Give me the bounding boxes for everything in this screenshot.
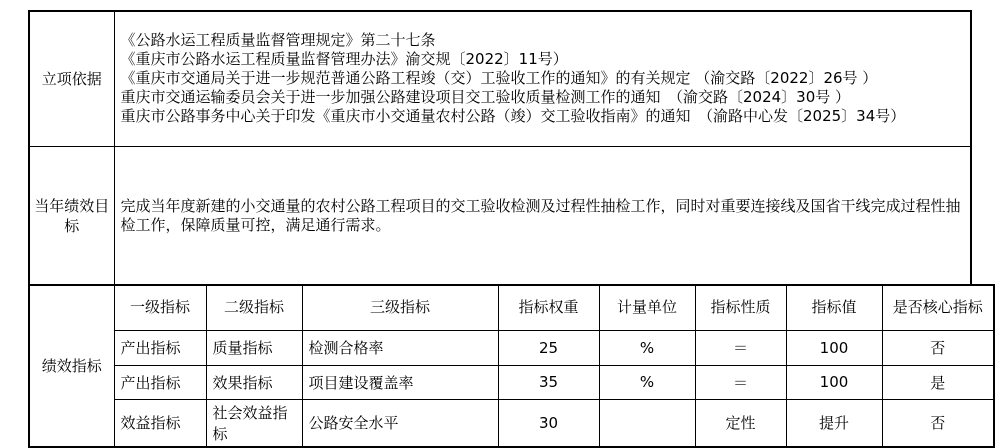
indicator-cell: ＝ [695, 365, 786, 399]
indicator-cell: 25 [498, 330, 599, 365]
row-label-annual-performance-goal: 当年绩效目标 [29, 146, 114, 286]
indicator-cell: 30 [498, 399, 599, 447]
indicator-cell: 提升 [786, 399, 882, 447]
row-label-project-basis: 立项依据 [29, 11, 114, 146]
indicator-cell: % [599, 365, 695, 399]
basis-line: 《重庆市交通局关于进一步规范普通公路工程竣（交）工验收工作的通知》的有关规定 （渝交路〔2022〕26号 ） [120, 69, 878, 88]
row-label-performance-indicators: 绩效指标 [29, 285, 114, 447]
indicator-cell: 100 [786, 330, 882, 365]
indicator-cell: 定性 [695, 399, 786, 447]
table-row [29, 146, 971, 286]
header-indicator-value: 指标值 [786, 285, 882, 330]
indicator-cell: 否 [882, 399, 994, 447]
indicator-cell: ＝ [695, 330, 786, 365]
indicator-cell: 产出指标 [114, 365, 206, 399]
indicator-row [29, 365, 994, 399]
annual-performance-goal-content: 完成当年度新建的小交通量的农村公路工程项目的交工验收检测及过程性抽检工作，同时对重要连接线及国省干线完成过程性抽检工作，保障质量可控，满足通行需求。 [114, 146, 971, 286]
header-is-core-indicator: 是否核心指标 [882, 285, 994, 330]
indicator-cell: 是 [882, 365, 994, 399]
header-indicator-weight: 指标权重 [498, 285, 599, 330]
project-basis-and-goal-table [28, 10, 972, 287]
header-level2-indicator: 二级指标 [206, 285, 302, 330]
basis-line: 重庆市交通运输委员会关于进一步加强公路建设项目交工验收质量检测工作的通知 （渝交路〔2024〕30号 ） [120, 88, 851, 107]
basis-line: 《公路水运工程质量监督管理规定》第二十七条 [120, 31, 436, 50]
indicator-row [29, 330, 994, 365]
performance-indicator-table [28, 284, 995, 448]
indicator-cell: 效益指标 [114, 399, 206, 447]
indicator-cell: % [599, 330, 695, 365]
basis-line: 《重庆市公路水运工程质量监督管理办法》渝交规〔2022〕11号） [120, 50, 568, 69]
indicator-cell: 否 [882, 330, 994, 365]
indicator-cell: 质量指标 [206, 330, 302, 365]
indicator-cell: 效果指标 [206, 365, 302, 399]
indicator-cell: 35 [498, 365, 599, 399]
indicator-cell: 公路安全水平 [302, 399, 498, 447]
indicator-cell: 100 [786, 365, 882, 399]
indicator-cell: 项目建设覆盖率 [302, 365, 498, 399]
header-level3-indicator: 三级指标 [302, 285, 498, 330]
table-row [29, 11, 971, 146]
basis-line: 重庆市公路事务中心关于印发《重庆市小交通量农村公路（竣）交工验收指南》的通知 （渝路中心发〔2025〕34号） [120, 107, 906, 126]
indicator-cell: 产出指标 [114, 330, 206, 365]
header-indicator-nature: 指标性质 [695, 285, 786, 330]
indicator-row [29, 399, 994, 447]
indicator-cell: 社会效益指标 [206, 399, 302, 447]
header-measure-unit: 计量单位 [599, 285, 695, 330]
indicator-cell: 检测合格率 [302, 330, 498, 365]
indicator-header-row [29, 285, 994, 330]
header-level1-indicator: 一级指标 [114, 285, 206, 330]
indicator-cell [599, 399, 695, 447]
project-basis-content [114, 11, 971, 146]
